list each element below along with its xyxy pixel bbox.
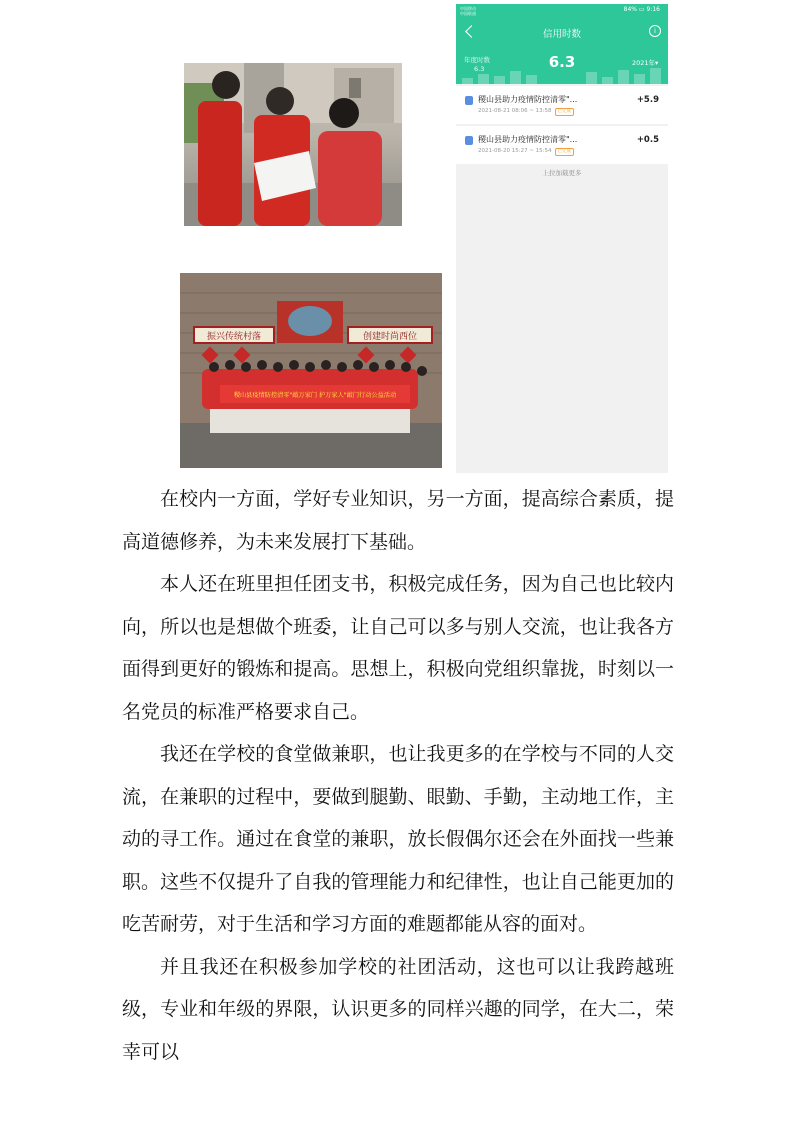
record-item[interactable]	[456, 86, 668, 124]
volunteers-illustration	[184, 63, 402, 226]
paragraph: 本人还在班里担任团支书，积极完成任务，因为自己也比较内向，所以也是想做个班委，让自己可以多与别人交流，也让我各方面得到更好的锻炼和提高。思想上，积极向党组织靠拢，时刻以一名党员的标准严格要求自己。	[122, 573, 674, 723]
battery-level: 84%	[623, 6, 637, 13]
paragraph: 我还在学校的食堂做兼职，也让我更多的在学校与不同的人交流，在兼职的过程中，要做到腿勤、眼勤、手勤，主动地工作，主动的寻工作。通过在食堂的兼职，放长假偶尔还会在外面找一些兼职。这些不仅提升了自我的管理能力和纪律性，也让自己能更加的吃苦耐劳，对于生活和学习方面的难题都能从容的面对。	[122, 743, 674, 935]
decorative-bars	[456, 66, 668, 84]
clock: 9:16	[646, 6, 660, 13]
record-date-text: 2021-08-21 08:06 ~ 13:58	[478, 108, 552, 114]
record-status-badge: 已完成	[555, 148, 575, 156]
phone-header	[456, 4, 668, 84]
body-text	[122, 478, 674, 1073]
location-icon	[465, 96, 473, 105]
carrier-1: 中国移动	[460, 6, 476, 11]
status-carriers	[460, 6, 476, 16]
year-hours-value: 6.3	[474, 65, 485, 73]
record-date	[478, 148, 574, 156]
phone-screenshot	[456, 4, 668, 473]
year-hours-label: 年度时数	[464, 56, 490, 64]
record-title: 稷山县助力疫情防控清零"...	[478, 95, 578, 104]
record-item[interactable]	[456, 126, 668, 164]
phone-title: 信用时数	[542, 29, 581, 40]
paragraph: 并且我还在积极参加学校的社团活动，这也可以让我跨越班级，专业和年级的界限，认识更多的同样兴趣的同学，在大二，荣幸可以	[122, 955, 674, 1063]
left-sign-text: 振兴传统村落	[206, 332, 262, 342]
record-status-badge: 已完成	[555, 108, 575, 116]
right-sign-text: 创建时尚西位	[362, 332, 418, 342]
banner-text: 稷山县疫情防控清零"敲万家门 护万家人"敲门行动公益活动	[233, 392, 397, 399]
record-score: +5.9	[636, 95, 659, 105]
paragraph: 在校内一方面，学好专业知识，另一方面，提高综合素质，提高道德修养，为未来发展打下基础。	[122, 488, 674, 553]
record-date	[478, 108, 574, 116]
total-hours-value: 6.3	[548, 53, 576, 71]
location-icon	[465, 136, 473, 145]
record-score: +0.5	[636, 135, 659, 145]
year-selector[interactable]: 2021年▾	[632, 59, 659, 67]
load-more-hint[interactable]: 上拉加载更多	[542, 169, 582, 177]
battery-icon: ▭	[638, 6, 645, 13]
group-illustration	[180, 273, 442, 468]
group-photo	[180, 273, 442, 468]
record-date-text: 2021-08-20 15:27 ~ 15:54	[478, 148, 552, 154]
status-right	[624, 6, 660, 13]
volunteers-photo	[184, 63, 402, 226]
record-title: 稷山县助力疫情防控清零"...	[478, 135, 578, 144]
carrier-2: 中国联通	[460, 11, 476, 16]
info-icon[interactable]: i	[649, 25, 661, 37]
